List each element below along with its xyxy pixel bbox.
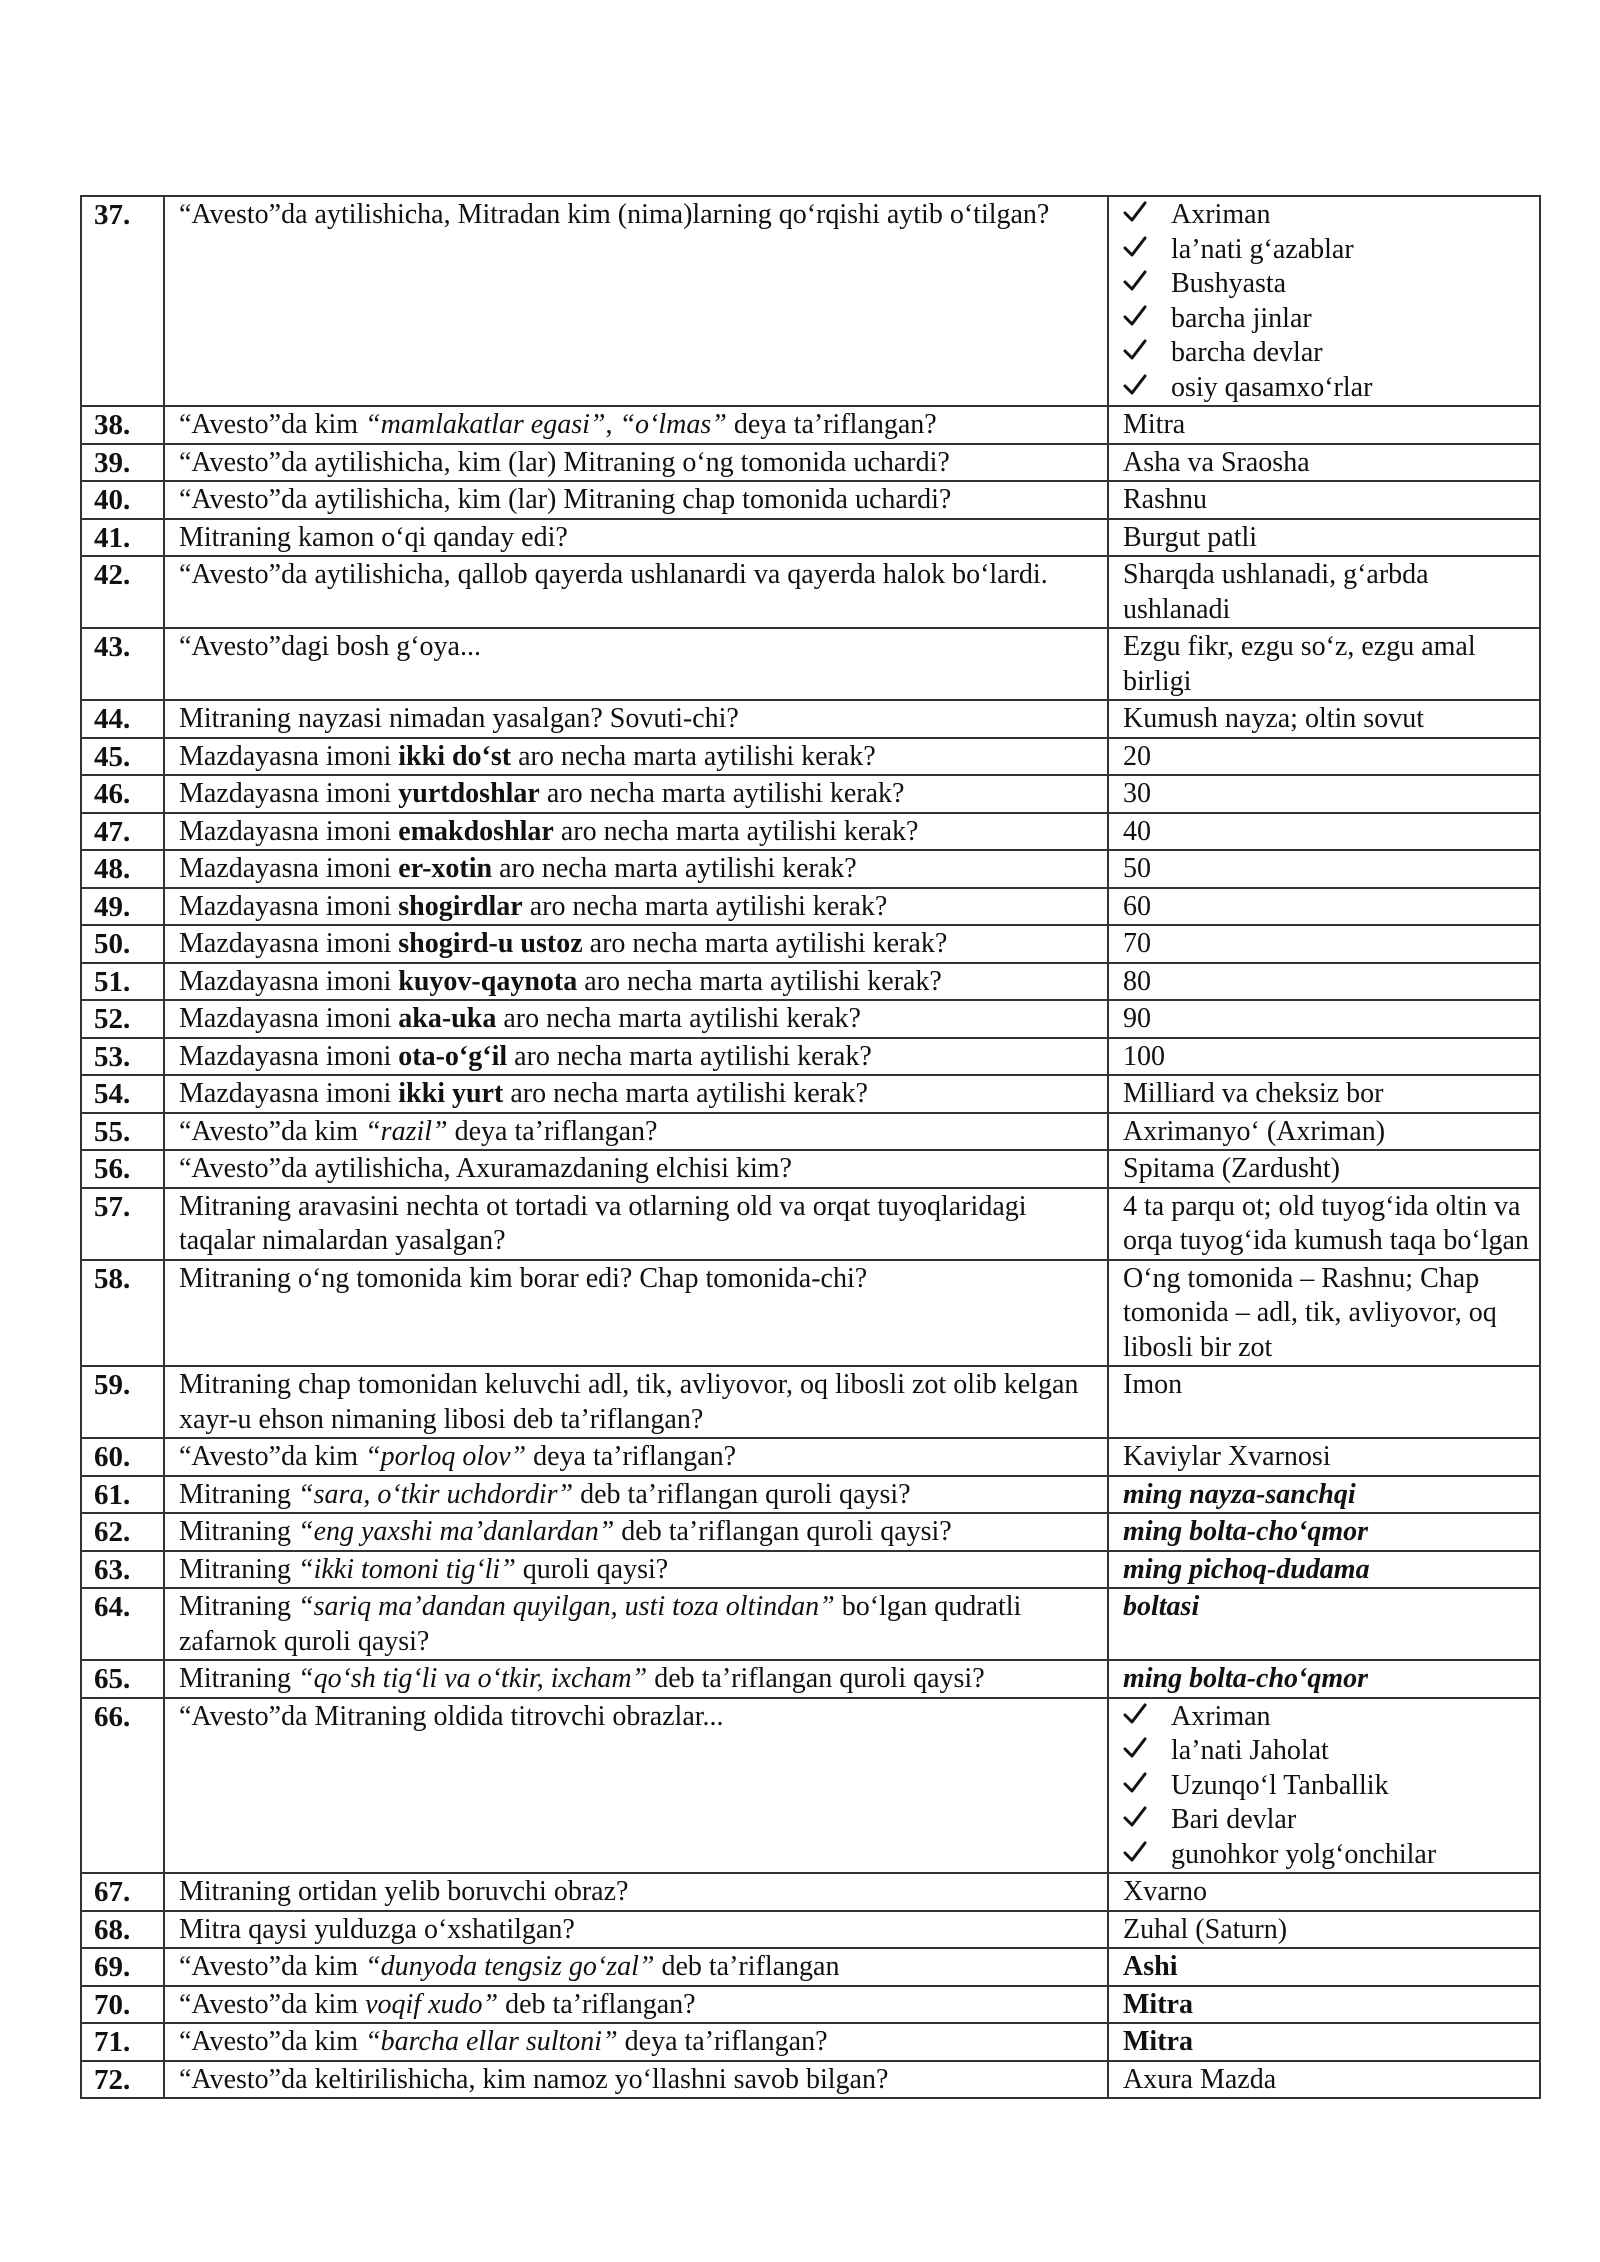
answer-cell	[1108, 1038, 1540, 1076]
question-text: ikki do‘st	[398, 740, 512, 772]
question-text: “Avesto”da kim	[179, 1988, 366, 2020]
answer-cell	[1108, 700, 1540, 738]
question-cell	[164, 813, 1108, 851]
checklist-item	[1123, 302, 1531, 337]
question-text: “razil”	[365, 1115, 448, 1147]
answer-text: 60	[1123, 890, 1151, 922]
answer-cell	[1108, 1698, 1540, 1874]
checklist-item	[1123, 336, 1531, 371]
table-row	[81, 925, 1540, 963]
table-row	[81, 1476, 1540, 1514]
checklist-item	[1123, 1838, 1531, 1873]
answer-text: Mitra	[1123, 2026, 1193, 2057]
checklist-item-text: gunohkor yolg‘onchilar	[1171, 1838, 1437, 1870]
answer-cell	[1108, 925, 1540, 963]
answer-text: Mitra	[1123, 1988, 1193, 2020]
answer-cell	[1108, 1260, 1540, 1367]
question-text: “barcha ellar sultoni”	[365, 2026, 618, 2057]
table-row	[81, 1986, 1540, 2024]
question-text: “Avesto”da kim	[179, 409, 366, 440]
question-number: 46.	[81, 775, 164, 813]
question-text: aro necha marta aytilishi kerak?	[492, 853, 857, 884]
question-text: Mitraning	[179, 1553, 298, 1585]
qa-table	[80, 195, 1541, 2099]
question-text: Mitraning ortidan yelib boruvchi obraz?	[179, 1876, 629, 1907]
table-row	[81, 1513, 1540, 1551]
question-cell	[164, 556, 1108, 628]
question-cell	[164, 1150, 1108, 1188]
answer-cell	[1108, 2061, 1540, 2099]
question-cell	[164, 1551, 1108, 1589]
question-cell	[164, 1000, 1108, 1038]
question-text: “dunyoda tengsiz go‘zal”	[365, 1951, 655, 1982]
table-row	[81, 628, 1540, 700]
question-text: aro necha marta aytilishi kerak?	[507, 1040, 872, 1072]
question-number: 65.	[81, 1660, 164, 1698]
question-text: Mazdayasna imoni	[179, 778, 399, 809]
checkmark-icon	[1123, 1700, 1159, 1735]
question-cell	[164, 1366, 1108, 1438]
question-cell	[164, 738, 1108, 776]
question-text: “sara, o‘tkir uchdordir”	[298, 1478, 574, 1510]
question-text: Mitraning	[179, 1516, 298, 1547]
question-cell	[164, 963, 1108, 1001]
answer-cell	[1108, 1113, 1540, 1151]
question-text: “Avesto”da aytilishicha, Mitradan kim (nima)larning qo‘rqishi aytib o‘tilgan?	[179, 199, 1050, 230]
question-cell	[164, 406, 1108, 444]
table-row	[81, 1438, 1540, 1476]
table-row	[81, 1150, 1540, 1188]
question-number: 68.	[81, 1911, 164, 1949]
question-text: “eng yaxshi ma’danlardan”	[298, 1516, 615, 1547]
question-text: Mazdayasna imoni	[179, 1040, 399, 1072]
question-cell	[164, 1873, 1108, 1911]
answer-text: Zuhal (Saturn)	[1123, 1913, 1288, 1945]
table-row	[81, 1038, 1540, 1076]
checklist-item-text: barcha jinlar	[1171, 302, 1312, 334]
answer-checklist	[1123, 1700, 1531, 1873]
answer-cell	[1108, 1911, 1540, 1949]
answer-cell	[1108, 1551, 1540, 1589]
question-text: Mazdayasna imoni	[179, 890, 399, 922]
question-text: shogirdlar	[398, 890, 523, 922]
table-row	[81, 1075, 1540, 1113]
question-text: deya ta’riflangan?	[726, 409, 937, 440]
answer-text: Milliard va cheksiz bor	[1123, 1078, 1384, 1109]
question-text: yurtdoshlar	[398, 778, 540, 809]
question-text: Mazdayasna imoni	[179, 965, 399, 997]
checklist-item-text: Bari devlar	[1171, 1804, 1297, 1835]
question-number: 45.	[81, 738, 164, 776]
table-row	[81, 1260, 1540, 1367]
question-number: 37.	[81, 196, 164, 406]
question-text: “Avesto”da aytilishicha, qallob qayerda ushlanardi va qayerda halok bo‘lardi.	[179, 559, 1048, 590]
answer-cell	[1108, 2023, 1540, 2061]
question-text: “porloq olov”	[365, 1441, 527, 1472]
question-cell	[164, 2023, 1108, 2061]
question-text: aro necha marta aytilishi kerak?	[577, 965, 942, 997]
answer-cell	[1108, 406, 1540, 444]
question-cell	[164, 1113, 1108, 1151]
question-number: 55.	[81, 1113, 164, 1151]
question-text: ota-o‘g‘il	[398, 1040, 508, 1072]
question-number: 51.	[81, 963, 164, 1001]
answer-cell	[1108, 888, 1540, 926]
question-cell	[164, 888, 1108, 926]
table-row	[81, 444, 1540, 482]
checkmark-icon	[1123, 336, 1159, 371]
answer-text: Mitra	[1123, 409, 1186, 440]
question-cell	[164, 1476, 1108, 1514]
question-text: aka-uka	[398, 1003, 497, 1034]
question-cell	[164, 1188, 1108, 1260]
question-text: aro necha marta aytilishi kerak?	[511, 740, 876, 772]
table-row	[81, 1588, 1540, 1660]
question-text: deb ta’riflangan?	[498, 1988, 696, 2020]
answer-cell	[1108, 1948, 1540, 1986]
table-row	[81, 196, 1540, 406]
answer-cell	[1108, 1438, 1540, 1476]
checkmark-icon	[1123, 371, 1159, 406]
question-cell	[164, 444, 1108, 482]
qa-table-body	[81, 196, 1540, 2098]
answer-cell	[1108, 1986, 1540, 2024]
question-number: 67.	[81, 1873, 164, 1911]
question-text: “sariq ma’dandan quyilgan, usti toza oltindan”	[298, 1591, 835, 1622]
question-text: Mitraning kamon o‘qi qanday edi?	[179, 521, 568, 553]
question-text: “Avesto”da aytilishicha, kim (lar) Mitraning o‘ng tomonida uchardi?	[179, 446, 950, 478]
question-number: 66.	[81, 1698, 164, 1874]
answer-text: 100	[1123, 1040, 1165, 1072]
answer-text: 30	[1123, 778, 1151, 809]
question-number: 52.	[81, 1000, 164, 1038]
question-cell	[164, 850, 1108, 888]
checklist-item-text: Axriman	[1171, 1700, 1271, 1732]
answer-cell	[1108, 1075, 1540, 1113]
answer-cell	[1108, 1000, 1540, 1038]
checklist-item	[1123, 198, 1531, 233]
checkmark-icon	[1123, 267, 1159, 302]
answer-text: Rashnu	[1123, 484, 1207, 515]
question-number: 56.	[81, 1150, 164, 1188]
question-number: 70.	[81, 1986, 164, 2024]
question-cell	[164, 1038, 1108, 1076]
checklist-item	[1123, 1734, 1531, 1769]
question-text: deb ta’riflangan quroli qaysi?	[647, 1663, 985, 1694]
answer-text: 40	[1123, 815, 1151, 847]
answer-text: ming bolta-cho‘qmor	[1123, 1663, 1369, 1694]
question-number: 61.	[81, 1476, 164, 1514]
question-cell	[164, 925, 1108, 963]
question-number: 59.	[81, 1366, 164, 1438]
table-row	[81, 406, 1540, 444]
question-text: aro necha marta aytilishi kerak?	[503, 1078, 868, 1109]
table-row	[81, 888, 1540, 926]
question-text: aro necha marta aytilishi kerak?	[553, 815, 919, 847]
answer-cell	[1108, 628, 1540, 700]
answer-text: ming nayza-sanchqi	[1123, 1478, 1356, 1510]
question-number: 39.	[81, 444, 164, 482]
table-row	[81, 963, 1540, 1001]
question-cell	[164, 1698, 1108, 1874]
answer-cell	[1108, 1476, 1540, 1514]
question-text: Mazdayasna imoni	[179, 815, 399, 847]
table-row	[81, 556, 1540, 628]
checklist-item-text: la’nati g‘azablar	[1171, 233, 1354, 265]
checklist-item	[1123, 1803, 1531, 1838]
checklist-item-text: Bushyasta	[1171, 268, 1287, 299]
answer-cell	[1108, 738, 1540, 776]
answer-cell	[1108, 519, 1540, 557]
question-cell	[164, 1986, 1108, 2024]
answer-cell	[1108, 1873, 1540, 1911]
checkmark-icon	[1123, 1803, 1159, 1838]
table-row	[81, 1551, 1540, 1589]
answer-text: Kaviylar Xvarnosi	[1123, 1441, 1331, 1472]
table-row	[81, 700, 1540, 738]
question-text: Mitraning nayzasi nimadan yasalgan? Sovuti-chi?	[179, 703, 739, 734]
answer-text: 50	[1123, 853, 1151, 884]
question-cell	[164, 1260, 1108, 1367]
question-number: 50.	[81, 925, 164, 963]
question-number: 69.	[81, 1948, 164, 1986]
question-text: “ikki tomoni tig‘li”	[298, 1553, 516, 1585]
answer-text: Axrimanyo‘ (Axriman)	[1123, 1115, 1386, 1147]
question-cell	[164, 481, 1108, 519]
question-text: er-xotin	[398, 853, 493, 884]
question-number: 40.	[81, 481, 164, 519]
question-number: 49.	[81, 888, 164, 926]
answer-text: Asha va Sraosha	[1123, 446, 1310, 478]
answer-text: Kumush nayza; oltin sovut	[1123, 703, 1424, 734]
table-row	[81, 1188, 1540, 1260]
question-number: 57.	[81, 1188, 164, 1260]
question-text: kuyov-qaynota	[398, 965, 578, 997]
checklist-item-text: barcha devlar	[1171, 337, 1323, 368]
answer-cell	[1108, 1188, 1540, 1260]
question-number: 47.	[81, 813, 164, 851]
question-text: deb ta’riflangan	[654, 1951, 840, 1982]
question-number: 42.	[81, 556, 164, 628]
question-number: 43.	[81, 628, 164, 700]
question-cell	[164, 1911, 1108, 1949]
question-text: Mitraning aravasini nechta ot tortadi va otlarning old va orqat tuyoqlaridagi taqalar nimalardan yasalgan?	[179, 1190, 1027, 1256]
checklist-item	[1123, 233, 1531, 268]
question-text: “Avesto”da keltirilishicha, kim namoz yo‘llashni savob bilgan?	[179, 2063, 889, 2095]
checkmark-icon	[1123, 302, 1159, 337]
question-text: voqif xudo”	[365, 1988, 499, 2020]
question-text: deb ta’riflangan quroli qaysi?	[573, 1478, 911, 1510]
answer-checklist	[1123, 198, 1531, 405]
answer-cell	[1108, 481, 1540, 519]
question-text: Mitraning o‘ng tomonida kim borar edi? Chap tomonida-chi?	[179, 1262, 868, 1294]
question-text: “Avesto”da aytilishicha, kim (lar) Mitraning chap tomonida uchardi?	[179, 484, 952, 515]
question-text: quroli qaysi?	[515, 1553, 669, 1585]
answer-text: 70	[1123, 928, 1151, 959]
question-text: “Avesto”da kim	[179, 1951, 366, 1982]
question-text: Mitraning chap tomonidan keluvchi adl, tik, avliyovor, oq libosli zot olib kelgan xayr-u ehson nimaning libosi deb ta’riflangan?	[179, 1369, 1079, 1435]
table-row	[81, 850, 1540, 888]
question-cell	[164, 1438, 1108, 1476]
question-cell	[164, 700, 1108, 738]
question-number: 71.	[81, 2023, 164, 2061]
checkmark-icon	[1123, 1769, 1159, 1804]
table-row	[81, 519, 1540, 557]
checklist-item-text: la’nati Jaholat	[1171, 1735, 1329, 1766]
answer-text: Imon	[1123, 1369, 1183, 1400]
answer-cell	[1108, 1513, 1540, 1551]
question-cell	[164, 519, 1108, 557]
answer-text: ming pichoq-dudama	[1123, 1553, 1370, 1585]
answer-text: 20	[1123, 740, 1151, 772]
table-row	[81, 1000, 1540, 1038]
question-cell	[164, 196, 1108, 406]
checkmark-icon	[1123, 1838, 1159, 1873]
table-row	[81, 1948, 1540, 1986]
question-text: Mazdayasna imoni	[179, 1078, 399, 1109]
table-row	[81, 2023, 1540, 2061]
answer-text: Burgut patli	[1123, 521, 1258, 553]
question-cell	[164, 628, 1108, 700]
checklist-item-text: Axriman	[1171, 199, 1271, 230]
question-text: aro necha marta aytilishi kerak?	[522, 890, 888, 922]
question-cell	[164, 1948, 1108, 1986]
answer-cell	[1108, 1366, 1540, 1438]
question-cell	[164, 1513, 1108, 1551]
question-cell	[164, 1660, 1108, 1698]
checkmark-icon	[1123, 233, 1159, 268]
checklist-item	[1123, 1700, 1531, 1735]
answer-text: 80	[1123, 965, 1151, 997]
answer-cell	[1108, 850, 1540, 888]
table-row	[81, 1660, 1540, 1698]
question-text: “qo‘sh tig‘li va o‘tkir, ixcham”	[298, 1663, 648, 1694]
question-cell	[164, 1075, 1108, 1113]
table-row	[81, 1911, 1540, 1949]
question-text: “Avesto”da Mitraning oldida titrovchi obrazlar...	[179, 1700, 724, 1732]
question-number: 58.	[81, 1260, 164, 1367]
question-text: Mitraning	[179, 1591, 298, 1622]
question-text: bo‘lgan qudratli zafarnok quroli qaysi?	[179, 1591, 1022, 1657]
question-text: emakdoshlar	[398, 815, 554, 847]
checklist-item	[1123, 267, 1531, 302]
question-text: deya ta’riflangan?	[526, 1441, 737, 1472]
question-number: 41.	[81, 519, 164, 557]
checklist-item	[1123, 371, 1531, 406]
checklist-item	[1123, 1769, 1531, 1804]
table-row	[81, 481, 1540, 519]
answer-text: Ashi	[1123, 1951, 1178, 1982]
question-text: aro necha marta aytilishi kerak?	[539, 778, 905, 809]
question-text: shogird-u ustoz	[398, 928, 583, 959]
question-text: Mitraning	[179, 1478, 298, 1510]
answer-cell	[1108, 963, 1540, 1001]
question-text: Mazdayasna imoni	[179, 1003, 399, 1034]
table-row	[81, 1366, 1540, 1438]
checkmark-icon	[1123, 198, 1159, 233]
question-text: deya ta’riflangan?	[447, 1115, 658, 1147]
answer-cell	[1108, 444, 1540, 482]
question-cell	[164, 775, 1108, 813]
table-row	[81, 813, 1540, 851]
question-text: “Avesto”da kim	[179, 1115, 366, 1147]
answer-text: Axura Mazda	[1123, 2063, 1277, 2095]
table-row	[81, 738, 1540, 776]
question-text: “Avesto”da kim	[179, 1441, 366, 1472]
question-number: 63.	[81, 1551, 164, 1589]
answer-cell	[1108, 556, 1540, 628]
answer-cell	[1108, 813, 1540, 851]
question-text: Mazdayasna imoni	[179, 740, 399, 772]
answer-text: Xvarno	[1123, 1876, 1207, 1907]
question-text: Mazdayasna imoni	[179, 853, 399, 884]
answer-cell	[1108, 1660, 1540, 1698]
checklist-item-text: Uzunqo‘l Tanballik	[1171, 1769, 1389, 1801]
question-text: “mamlakatlar egasi”	[365, 409, 606, 440]
question-text: Mazdayasna imoni	[179, 928, 399, 959]
table-row	[81, 2061, 1540, 2099]
question-text: deb ta’riflangan quroli qaysi?	[614, 1516, 952, 1547]
question-text: Mitraning	[179, 1663, 298, 1694]
question-text: ikki yurt	[398, 1078, 504, 1109]
answer-text: 90	[1123, 1003, 1151, 1034]
answer-cell	[1108, 1150, 1540, 1188]
answer-cell	[1108, 775, 1540, 813]
answer-text: ming bolta-cho‘qmor	[1123, 1516, 1369, 1547]
question-text: “Avesto”da kim	[179, 2026, 366, 2057]
answer-text: Sharqda ushlanadi, g‘arbda ushlanadi	[1123, 559, 1429, 625]
question-number: 72.	[81, 2061, 164, 2099]
question-cell	[164, 1588, 1108, 1660]
question-number: 44.	[81, 700, 164, 738]
answer-text: Spitama (Zardusht)	[1123, 1153, 1340, 1184]
question-number: 64.	[81, 1588, 164, 1660]
question-text: deya ta’riflangan?	[617, 2026, 828, 2057]
answer-text: boltasi	[1123, 1591, 1200, 1622]
table-row	[81, 1873, 1540, 1911]
question-number: 48.	[81, 850, 164, 888]
checkmark-icon	[1123, 1734, 1159, 1769]
question-number: 38.	[81, 406, 164, 444]
question-text: “Avesto”dagi bosh g‘oya...	[179, 631, 481, 662]
answer-text: Ezgu fikr, ezgu so‘z, ezgu amal birligi	[1123, 631, 1476, 697]
question-text: Mitra qaysi yulduzga o‘xshatilgan?	[179, 1913, 575, 1945]
checklist-item-text: osiy qasamxo‘rlar	[1171, 371, 1373, 403]
answer-cell	[1108, 1588, 1540, 1660]
table-row	[81, 1113, 1540, 1151]
answer-text: 4 ta parqu ot; old tuyog‘ida oltin va orqa tuyog‘ida kumush taqa bo‘lgan	[1123, 1190, 1529, 1256]
answer-cell	[1108, 196, 1540, 406]
table-row	[81, 1698, 1540, 1874]
question-text: “Avesto”da aytilishicha, Axuramazdaning elchisi kim?	[179, 1153, 792, 1184]
question-cell	[164, 2061, 1108, 2099]
answer-text: O‘ng tomonida – Rashnu; Chap tomonida – adl, tik, avliyovor, oq libosli bir zot	[1123, 1262, 1497, 1363]
question-text: aro necha marta aytilishi kerak?	[496, 1003, 861, 1034]
question-number: 62.	[81, 1513, 164, 1551]
table-row	[81, 775, 1540, 813]
question-number: 54.	[81, 1075, 164, 1113]
question-text: aro necha marta aytilishi kerak?	[582, 928, 948, 959]
question-text: “o‘lmas”	[619, 409, 727, 440]
question-text: ,	[605, 409, 620, 440]
question-number: 60.	[81, 1438, 164, 1476]
question-number: 53.	[81, 1038, 164, 1076]
